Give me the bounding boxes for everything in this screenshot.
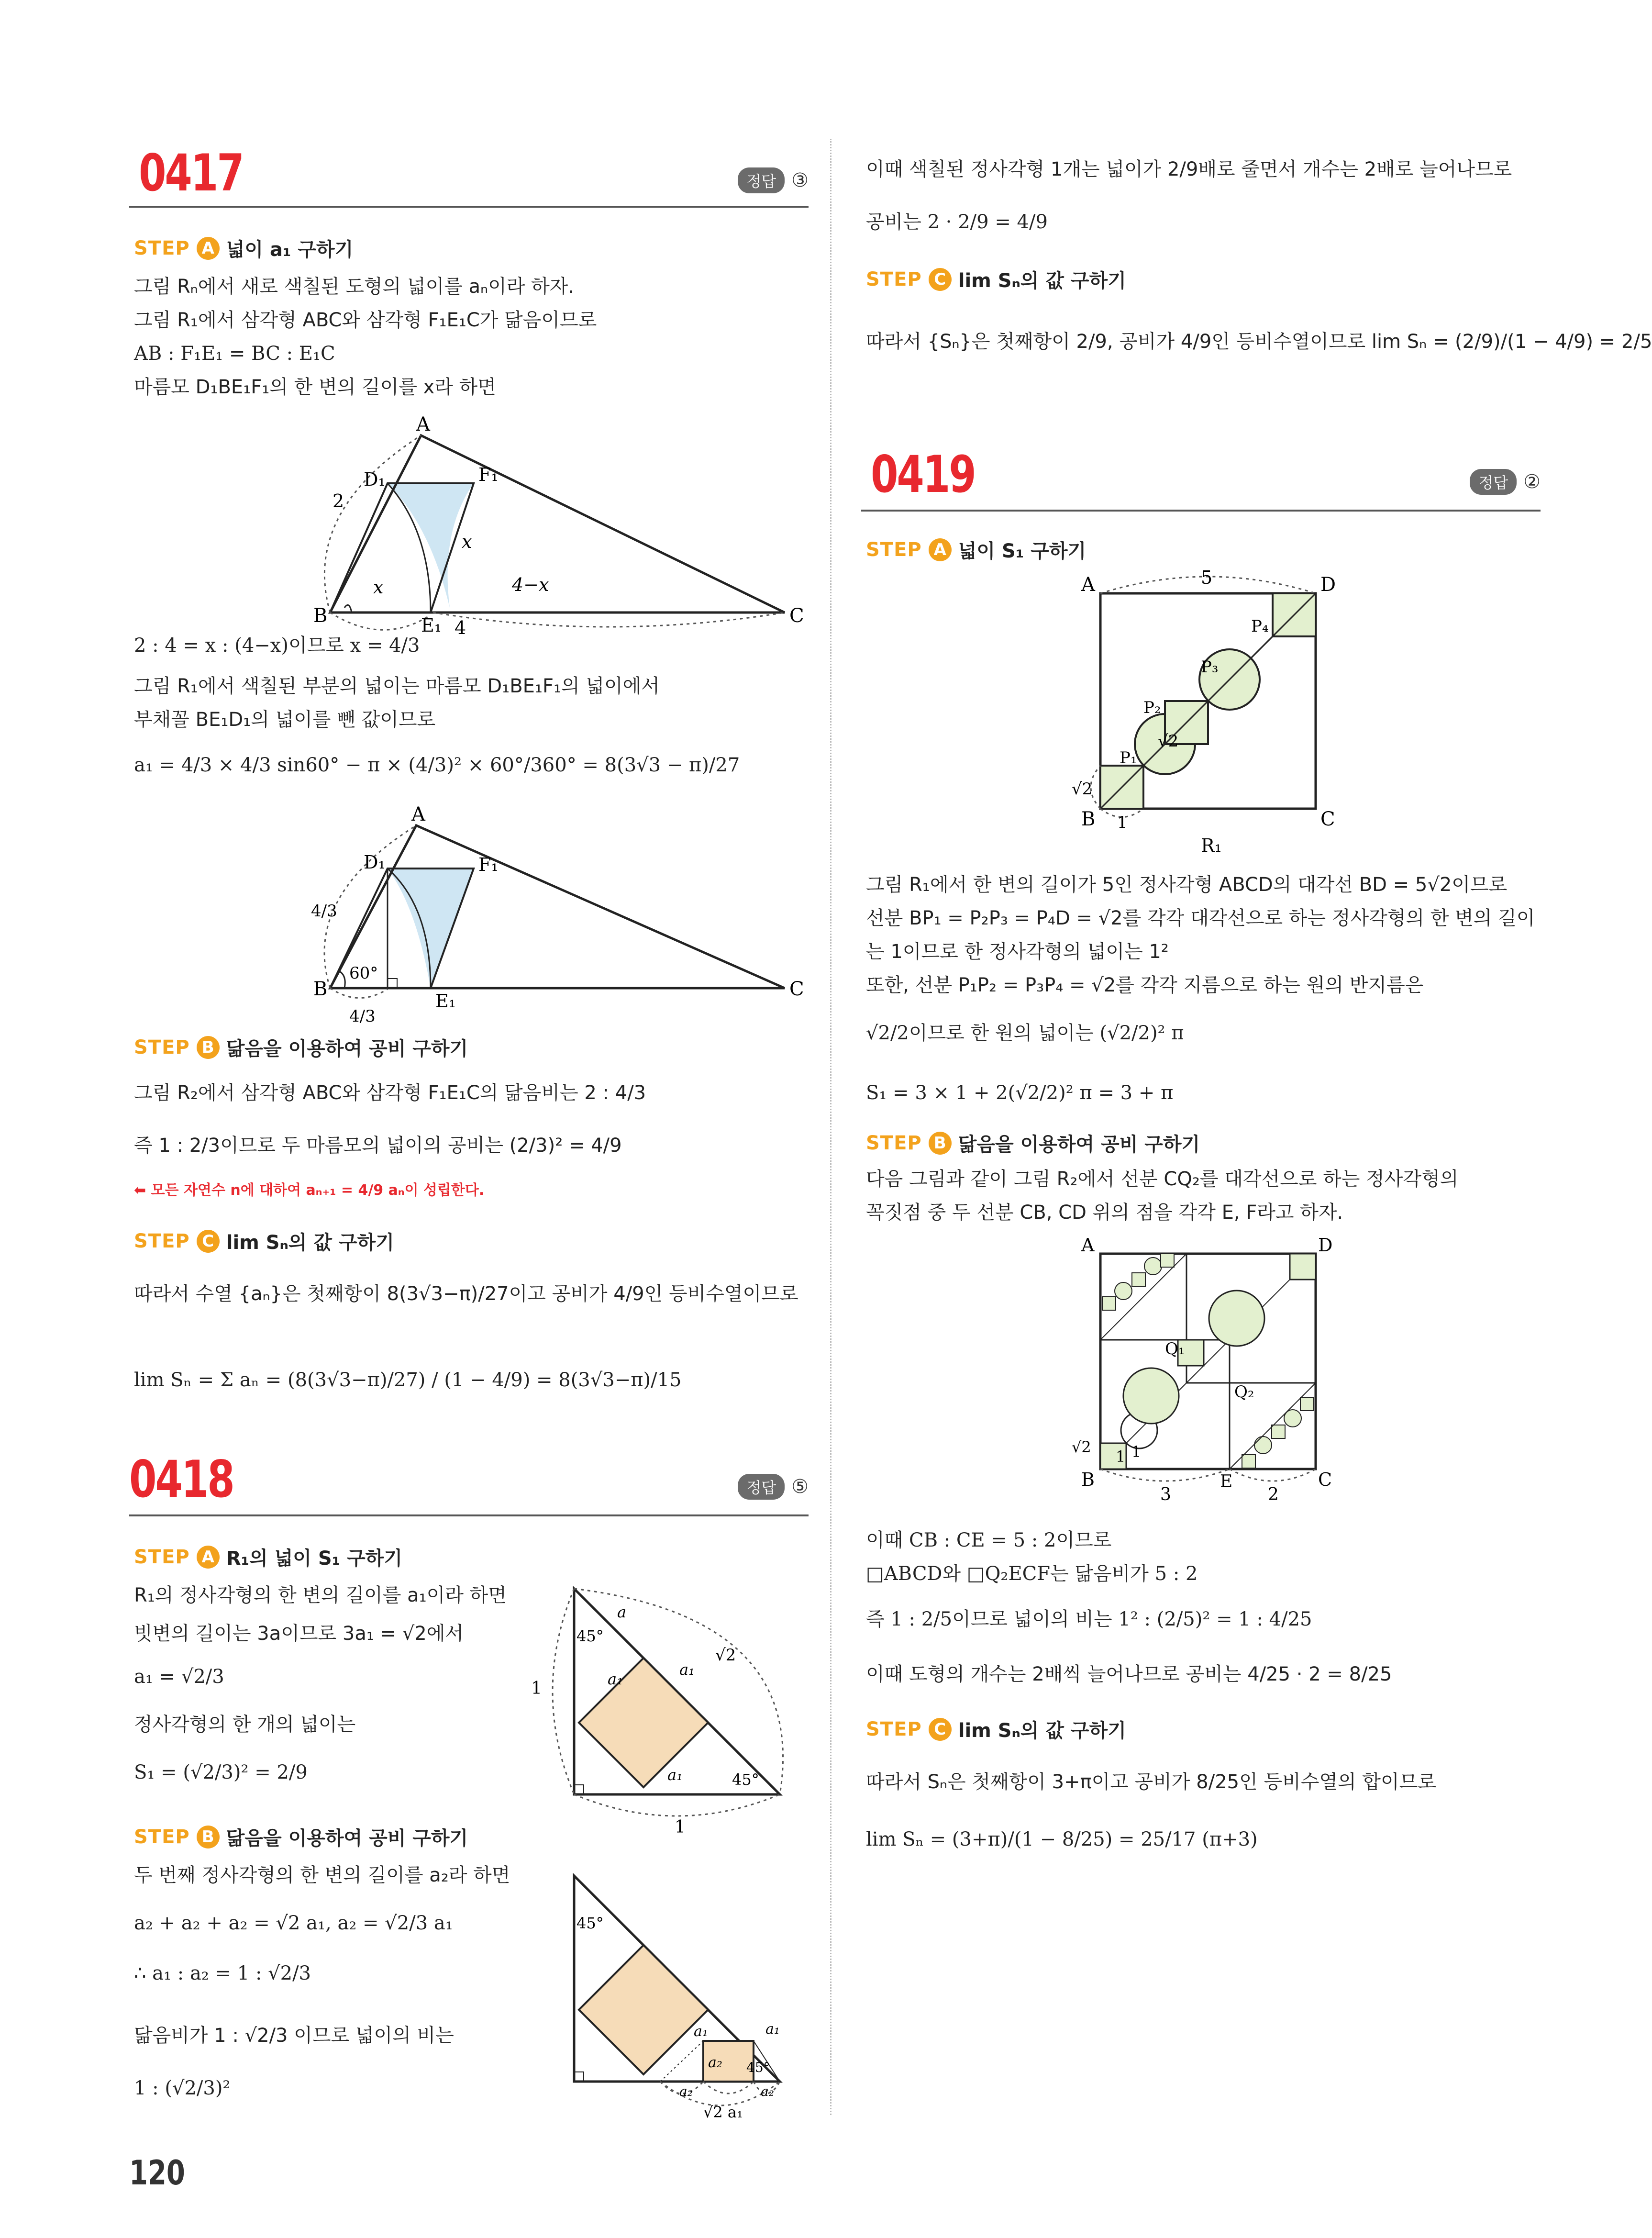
text-line: 따라서 Sₙ은 첫째항이 3+π이고 공비가 8/25인 등비수열의 합이므로 bbox=[866, 1771, 1436, 1793]
step-title: 넓이 a₁ 구하기 bbox=[226, 239, 354, 261]
step-letter: C bbox=[929, 268, 952, 291]
step-word: STEP bbox=[134, 1230, 190, 1252]
label-45deg: 45° bbox=[577, 1914, 604, 1932]
label-a: a bbox=[617, 1603, 627, 1621]
text-line: 그림 R₂에서 삼각형 ABC와 삼각형 F₁E₁C의 닮음비는 2 : 4/3 bbox=[134, 1082, 646, 1104]
text-line: 즉 1 : 2/3이므로 두 마름모의 넓이의 공비는 (2/3)² = 4/9 bbox=[134, 1135, 622, 1157]
label-x-2: x bbox=[462, 531, 472, 552]
label-a2-bottom-2: a₂ bbox=[761, 2083, 774, 2099]
text-line: 선분 BP₁ = P₂P₃ = P₄D = √2를 각각 대각선으로 하는 정사각형의 한 변의 길이 bbox=[866, 907, 1535, 929]
equation: √2/2이므로 한 원의 넓이는 (√2/2)² π bbox=[866, 1022, 1184, 1044]
text-line: 닮음비가 1 : √2/3 이므로 넓이의 비는 bbox=[134, 2025, 454, 2047]
label-E1: E₁ bbox=[421, 615, 442, 636]
label-A: A bbox=[416, 413, 430, 435]
text-line: 다음 그림과 같이 그림 R₂에서 선분 CQ₂를 대각선으로 하는 정사각형의 bbox=[866, 1168, 1459, 1190]
answer-value: ⑤ bbox=[791, 1476, 809, 1498]
right-triangle-two-squares-figure bbox=[521, 1871, 809, 2120]
equation: 즉 1 : 2/5이므로 넓이의 비는 1² : (2/5)² = 1 : 4/25 bbox=[866, 1608, 1312, 1630]
step-c-0417 bbox=[134, 1227, 394, 1255]
text-line: 는 1이므로 한 정사각형의 넓이는 1² bbox=[866, 941, 1169, 963]
text-line: 이때 색칠된 정사각형 1개는 넓이가 2/9배로 줄면서 개수는 2배로 늘어나므로 bbox=[866, 158, 1512, 180]
label-x-1: x bbox=[373, 577, 384, 598]
label-4-3-vertical: 4/3 bbox=[311, 902, 337, 921]
answer-badge: 정답 bbox=[738, 1474, 785, 1500]
step-title: 닮음을 이용하여 공비 구하기 bbox=[226, 1827, 468, 1849]
label-F1: F₁ bbox=[478, 854, 499, 875]
step-c-0419 bbox=[866, 1715, 1126, 1743]
label-Q2: Q₂ bbox=[1234, 1382, 1254, 1402]
label-1-a: 1 bbox=[1116, 1447, 1126, 1466]
step-b-0417 bbox=[134, 1034, 468, 1061]
step-letter: B bbox=[929, 1132, 952, 1155]
text-line: 따라서 수열 {aₙ}은 첫째항이 8(3√3−π)/27이고 공비가 4/9인 등비수열이므로 bbox=[134, 1283, 798, 1305]
label-C: C bbox=[789, 605, 804, 627]
step-letter: A bbox=[929, 538, 952, 561]
square-figure-r2 bbox=[1072, 1235, 1340, 1512]
label-B: B bbox=[1081, 1469, 1095, 1490]
label-C: C bbox=[1318, 1469, 1332, 1490]
label-60deg: 60° bbox=[349, 964, 378, 983]
label-3: 3 bbox=[1160, 1485, 1171, 1504]
header-rule bbox=[861, 510, 1541, 512]
label-45deg-small: 45° bbox=[746, 2060, 770, 2075]
step-title: 닮음을 이용하여 공비 구하기 bbox=[226, 1038, 468, 1060]
equation: a₂ + a₂ + a₂ = √2 a₁, a₂ = √2/3 a₁ bbox=[134, 1912, 453, 1934]
text-line: 이때 도형의 개수는 2배씩 늘어나므로 공비는 4/25 · 2 = 8/25 bbox=[866, 1663, 1392, 1685]
label-E1: E₁ bbox=[435, 991, 456, 1012]
label-B: B bbox=[313, 978, 328, 1000]
step-c-0418 bbox=[866, 266, 1126, 293]
label-1-b: 1 bbox=[1131, 1443, 1142, 1461]
label-a1-right: a₁ bbox=[765, 2021, 780, 2038]
step-a-0418 bbox=[134, 1543, 402, 1570]
answer-0417 bbox=[738, 167, 809, 193]
label-A: A bbox=[1081, 1235, 1095, 1256]
answer-value: ② bbox=[1523, 471, 1541, 493]
text-line: 마름모 D₁BE₁F₁의 한 변의 길이를 x라 하면 bbox=[134, 376, 496, 398]
label-E: E bbox=[1220, 1472, 1233, 1492]
step-word: STEP bbox=[134, 1546, 190, 1568]
label-a1-bottom: a₁ bbox=[667, 1766, 683, 1784]
label-D1: D₁ bbox=[364, 852, 386, 873]
label-P1: P₁ bbox=[1120, 748, 1137, 768]
label-45deg-bottom: 45° bbox=[732, 1770, 759, 1789]
step-letter: C bbox=[197, 1230, 220, 1253]
step-word: STEP bbox=[134, 1826, 190, 1848]
page-number: 120 bbox=[129, 2153, 185, 2193]
triangle-figure-r1 bbox=[273, 413, 809, 638]
step-title: lim Sₙ의 값 구하기 bbox=[226, 1232, 394, 1254]
text-line: 그림 R₁에서 색칠된 부분의 넓이는 마름모 D₁BE₁F₁의 넓이에서 bbox=[134, 675, 660, 697]
step-title: R₁의 넓이 S₁ 구하기 bbox=[226, 1548, 402, 1570]
answer-badge: 정답 bbox=[738, 167, 785, 193]
label-P4: P₄ bbox=[1251, 617, 1269, 636]
label-root2-side: √2 bbox=[1072, 779, 1093, 799]
equation: S₁ = 3 × 1 + 2(√2/2)² π = 3 + π bbox=[866, 1082, 1174, 1104]
equation: a₁ = √2/3 bbox=[134, 1666, 224, 1688]
step-b-0419 bbox=[866, 1129, 1200, 1157]
text-line: 부채꼴 BE₁D₁의 넓이를 뺀 값이므로 bbox=[134, 709, 436, 731]
step-title: lim Sₙ의 값 구하기 bbox=[958, 270, 1126, 292]
column-separator bbox=[830, 139, 832, 2115]
equation: 1 : (√2/3)² bbox=[134, 2077, 231, 2099]
label-1-bottom: 1 bbox=[675, 1817, 686, 1837]
label-a-2: a₁ bbox=[608, 1670, 623, 1688]
tip-note: ⬅ 모든 자연수 n에 대하여 aₙ₊₁ = 4/9 aₙ이 성립한다. bbox=[134, 1182, 485, 1199]
label-root2: √2 bbox=[715, 1646, 736, 1665]
label-C: C bbox=[789, 978, 804, 1000]
equation: 2 : 4 = x : (4−x)이므로 x = 4/3 bbox=[134, 635, 420, 657]
label-4: 4 bbox=[455, 617, 466, 638]
label-Q1: Q₁ bbox=[1165, 1339, 1185, 1358]
label-4-minus-x: 4−x bbox=[512, 574, 549, 595]
text-line: 그림 R₁에서 삼각형 ABC와 삼각형 F₁E₁C가 닮음이므로 bbox=[134, 309, 597, 331]
problem-number-0419: 0419 bbox=[871, 445, 975, 504]
equation: 이때 CB : CE = 5 : 2이므로 bbox=[866, 1529, 1112, 1551]
step-title: 넓이 S₁ 구하기 bbox=[958, 540, 1087, 562]
label-C: C bbox=[1320, 808, 1335, 830]
label-B: B bbox=[1081, 808, 1096, 830]
step-letter: A bbox=[197, 1546, 220, 1569]
label-B: B bbox=[313, 605, 328, 627]
label-a1-top: a₁ bbox=[679, 1660, 695, 1679]
label-root2-a1: √2 a₁ bbox=[703, 2103, 743, 2121]
answer-value: ③ bbox=[791, 169, 809, 191]
text-line: 따라서 {Sₙ}은 첫째항이 2/9, 공비가 4/9인 등비수열이므로 lim Sₙ = (2/9)/(1 − 4/9) = 2/5 bbox=[866, 331, 1652, 353]
equation: S₁ = (√2/3)² = 2/9 bbox=[134, 1761, 308, 1783]
problem-number-0417: 0417 bbox=[139, 144, 243, 202]
label-a2-bottom-1: a₂ bbox=[679, 2083, 693, 2099]
label-2: 2 bbox=[333, 490, 344, 512]
triangle-figure-rhombus bbox=[273, 803, 809, 1026]
label-root2-circle: √2 bbox=[1158, 732, 1179, 751]
label-D: D bbox=[1320, 574, 1336, 596]
square-figure-r1 bbox=[1072, 569, 1340, 866]
step-title: lim Sₙ의 값 구하기 bbox=[958, 1720, 1126, 1742]
step-a-0419 bbox=[866, 536, 1086, 563]
answer-0418 bbox=[738, 1474, 809, 1500]
label-A: A bbox=[1081, 574, 1095, 596]
text-line: 두 번째 정사각형의 한 변의 길이를 a₂라 하면 bbox=[134, 1864, 510, 1886]
step-a-0417 bbox=[134, 234, 353, 262]
label-A: A bbox=[411, 803, 425, 825]
text-line: 그림 Rₙ에서 새로 색칠된 도형의 넓이를 aₙ이라 하자. bbox=[134, 276, 575, 298]
step-letter: C bbox=[929, 1718, 952, 1741]
equation: □ABCD와 □Q₂ECF는 닮음비가 5 : 2 bbox=[866, 1563, 1198, 1585]
label-P2: P₂ bbox=[1143, 698, 1161, 717]
problem-number-0418: 0418 bbox=[129, 1450, 233, 1509]
text-line: R₁의 정사각형의 한 변의 길이를 a₁이라 하면 bbox=[134, 1584, 507, 1606]
equation: lim Sₙ = Σ aₙ = (8(3√3−π)/27) / (1 − 4/9) = 8(3√3−π)/15 bbox=[134, 1369, 682, 1391]
step-word: STEP bbox=[866, 1718, 922, 1740]
equation: AB : F₁E₁ = BC : E₁C bbox=[134, 343, 335, 365]
equation: lim Sₙ = (3+π)/(1 − 8/25) = 25/17 (π+3) bbox=[866, 1828, 1258, 1850]
text-line: 빗변의 길이는 3a이므로 3a₁ = √2에서 bbox=[134, 1623, 464, 1645]
text-line: 정사각형의 한 개의 넓이는 bbox=[134, 1714, 356, 1736]
text-line: 꼭짓점 중 두 선분 CB, CD 위의 점을 각각 E, F라고 하자. bbox=[866, 1202, 1343, 1224]
step-letter: B bbox=[197, 1036, 220, 1059]
answer-0419 bbox=[1470, 469, 1541, 495]
text-line: 또한, 선분 P₁P₂ = P₃P₄ = √2를 각각 지름으로 하는 원의 반지름은 bbox=[866, 974, 1424, 996]
equation: 공비는 2 · 2/9 = 4/9 bbox=[866, 211, 1048, 233]
label-D1: D₁ bbox=[364, 469, 386, 490]
label-45deg-top: 45° bbox=[577, 1627, 604, 1645]
label-root2: √2 bbox=[1072, 1438, 1091, 1456]
step-word: STEP bbox=[134, 1036, 190, 1058]
step-title: 닮음을 이용하여 공비 구하기 bbox=[958, 1134, 1200, 1156]
label-D: D bbox=[1318, 1235, 1333, 1256]
answer-badge: 정답 bbox=[1470, 469, 1517, 495]
step-word: STEP bbox=[866, 1132, 922, 1154]
label-F1: F₁ bbox=[478, 464, 499, 485]
step-letter: A bbox=[197, 237, 220, 260]
label-1: 1 bbox=[1117, 813, 1128, 832]
label-5: 5 bbox=[1201, 567, 1213, 588]
label-4-3-horizontal: 4/3 bbox=[349, 1007, 376, 1026]
label-a2-inner: a₂ bbox=[708, 2054, 722, 2071]
label-1-left: 1 bbox=[531, 1679, 542, 1698]
header-rule bbox=[129, 1514, 809, 1516]
label-a1-left: a₁ bbox=[694, 2023, 708, 2040]
label-2: 2 bbox=[1268, 1485, 1279, 1504]
equation: ∴ a₁ : a₂ = 1 : √2/3 bbox=[134, 1962, 311, 1984]
text-line: 그림 R₁에서 한 변의 길이가 5인 정사각형 ABCD의 대각선 BD = 5√2이므로 bbox=[866, 874, 1508, 896]
header-rule bbox=[129, 206, 809, 208]
equation: a₁ = 4/3 × 4/3 sin60° − π × (4/3)² × 60°/360° = 8(3√3 − π)/27 bbox=[134, 754, 740, 776]
label-R1: R₁ bbox=[1201, 835, 1222, 856]
step-b-0418 bbox=[134, 1823, 468, 1850]
label-P3: P₃ bbox=[1201, 657, 1219, 677]
right-triangle-square-figure bbox=[521, 1579, 809, 1837]
step-word: STEP bbox=[866, 268, 922, 290]
step-word: STEP bbox=[134, 237, 190, 259]
step-letter: B bbox=[197, 1826, 220, 1848]
step-word: STEP bbox=[866, 538, 922, 561]
